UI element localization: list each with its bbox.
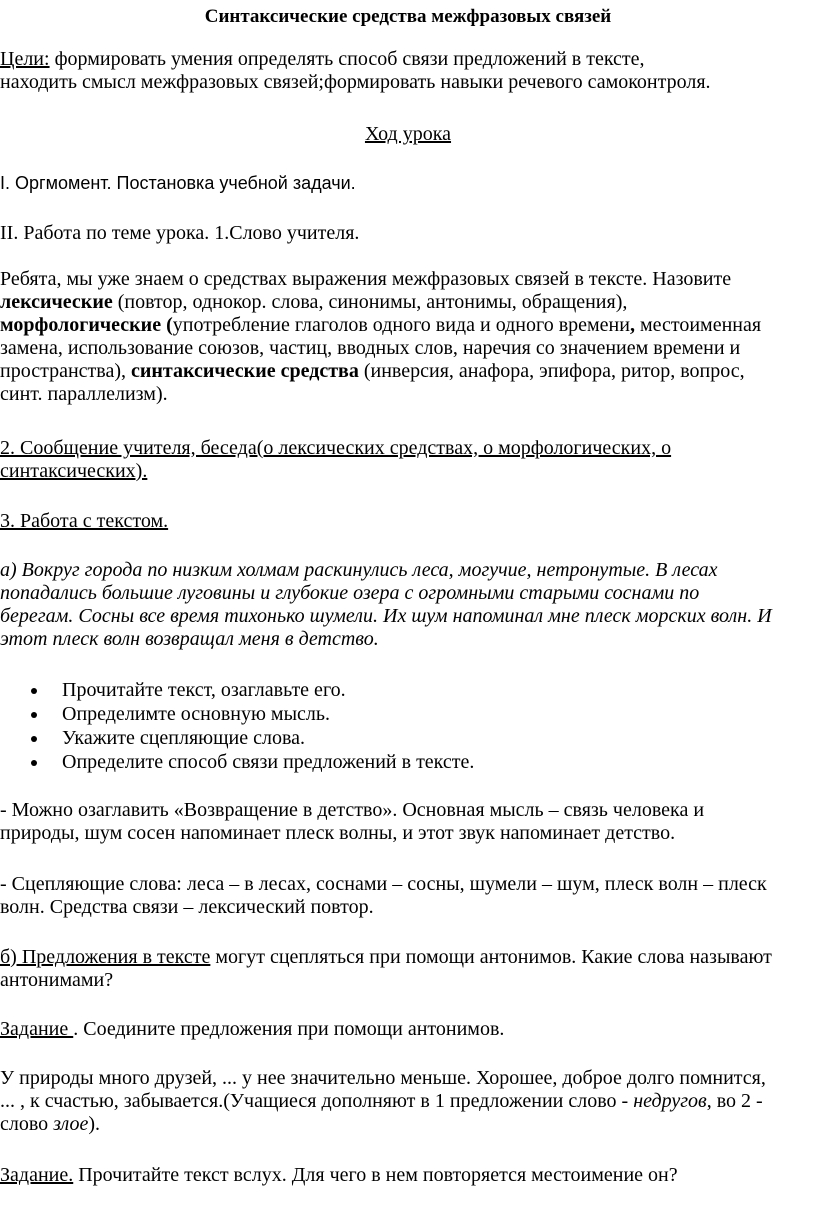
teacher-speech-line6: синт. параллелизм).: [0, 383, 168, 405]
example-line2b: , во 2 -: [706, 1090, 763, 1112]
task-list-item: [0, 679, 816, 703]
example-paragraph: [0, 1067, 816, 1136]
answer-2-line1: - Сцепляющие слова: леса – в лесах, соснами – сосны, шумели – шум, плеск волн – плеск: [0, 873, 767, 895]
task-2-text: Прочитайте текст вслух. Для чего в нем повторяется местоимение он?: [73, 1164, 678, 1186]
answer-2-paragraph: [0, 873, 816, 919]
part-b-line2: антонимами?: [0, 969, 114, 991]
bullet-icon: [31, 712, 37, 718]
part-b-paragraph: [0, 946, 816, 992]
answer-1-line2: природы, шум сосен напоминает плеск волны, и этот звук напоминает детство.: [0, 822, 676, 844]
task-2-paragraph: [0, 1164, 816, 1187]
text-a-paragraph: [0, 559, 816, 651]
bullet-icon: [31, 736, 37, 742]
goals-paragraph: [0, 48, 816, 94]
task-1-paragraph: [0, 1018, 816, 1041]
text-a-line2: попадались большие луговины и глубокие озера с огромными старыми соснами по: [0, 582, 700, 604]
example-word-2: злое: [53, 1113, 89, 1135]
part-b-line1: могут сцепляться при помощи антонимов. Какие слова называют: [210, 946, 772, 968]
goals-line1: формировать умения определять способ связи предложений в тексте,: [49, 48, 645, 70]
task-1-text: . Соедините предложения при помощи антонимов.: [73, 1018, 505, 1040]
task-text: Определимте основную мысль.: [62, 703, 331, 725]
example-line2a: ... , к счастью, забывается.(Учащиеся дополняют в 1 предложении слово -: [0, 1090, 634, 1112]
teacher-speech-line3a: употребление глаголов одного вида и одного времени: [172, 314, 630, 336]
task-list-item: [0, 751, 816, 775]
text-a-line4: этот плеск волн возвращал меня в детство.: [0, 628, 379, 650]
answer-2-line2: волн. Средства связи – лексический повтор.: [0, 896, 374, 918]
point-2-paragraph: [0, 437, 816, 483]
answer-1-line1: - Можно озаглавить «Возвращение в детство». Основная мысль – связь человека и: [0, 799, 705, 821]
point-3-text: 3. Работа с текстом.: [0, 510, 169, 532]
teacher-speech-line2: (повтор, однокор. слова, синонимы, антонимы, обращения),: [112, 291, 628, 313]
example-word-1: недругов: [633, 1090, 707, 1112]
point-3-heading: [0, 510, 816, 533]
teacher-speech-line4: замена, использование союзов, частиц, вводных слов, наречия со значением времени и: [0, 337, 741, 359]
example-line3b: ).: [88, 1113, 100, 1135]
task-text: Укажите сцепляющие слова.: [62, 727, 306, 749]
teacher-speech-comma: ,: [629, 314, 635, 336]
example-line1: У природы много друзей, ... у нее значительно меньше. Хорошее, доброе долго помнится,: [0, 1067, 766, 1089]
section-1-heading: I. Оргмомент. Постановка учебной задачи.: [0, 173, 356, 193]
task-list-item: [0, 727, 816, 751]
goals-line2: находить смысл межфразовых связей;формировать навыки речевого самоконтроля.: [0, 71, 711, 93]
task-text: Определите способ связи предложений в тексте.: [62, 751, 475, 773]
task-text: Прочитайте текст, озаглавьте его.: [62, 679, 346, 701]
morphological-term: морфологические (: [0, 314, 173, 336]
course-heading-row: [0, 123, 816, 146]
section-2-heading: II. Работа по теме урока. 1.Слово учителя.: [0, 222, 360, 244]
teacher-speech-line5a: пространства),: [0, 360, 131, 382]
task-list: [0, 679, 816, 775]
example-line3a: слово: [0, 1113, 54, 1135]
text-a-marker: а): [0, 559, 17, 581]
task-2-label: Задание.: [0, 1164, 74, 1186]
task-1-label: Задание: [0, 1018, 74, 1040]
bullet-icon: [31, 688, 37, 694]
syntactic-term: синтаксические средства: [130, 360, 359, 382]
text-a-line1: Вокруг города по низким холмам раскинулись леса, могучие, нетронутые. В лесах: [16, 559, 718, 581]
text-a-line3: берегам. Сосны все время тихонько шумели. Их шум напоминал мне плеск морских волн. И: [0, 605, 772, 627]
teacher-speech-paragraph: [0, 268, 816, 406]
course-heading: Ход урока: [364, 123, 452, 145]
goals-label: Цели:: [0, 48, 50, 70]
teacher-speech-line5b: (инверсия, анафора, эпифора, ритор, вопрос,: [358, 360, 745, 382]
lexical-term: лексические: [0, 291, 113, 313]
teacher-speech-line1: Ребята, мы уже знаем о средствах выражения межфразовых связей в тексте. Назовите: [0, 268, 732, 290]
point-2-line2: синтаксических).: [0, 460, 148, 482]
teacher-speech-line3b: местоименная: [634, 314, 762, 336]
document-title: Синтаксические средства межфразовых связей: [204, 6, 612, 27]
answer-1-paragraph: [0, 799, 816, 845]
point-2-line1: 2. Сообщение учителя, беседа(о лексических средствах, о морфологических, о: [0, 437, 672, 459]
bullet-icon: [31, 760, 37, 766]
part-b-label: б) Предложения в тексте: [0, 946, 211, 968]
task-list-item: [0, 703, 816, 727]
